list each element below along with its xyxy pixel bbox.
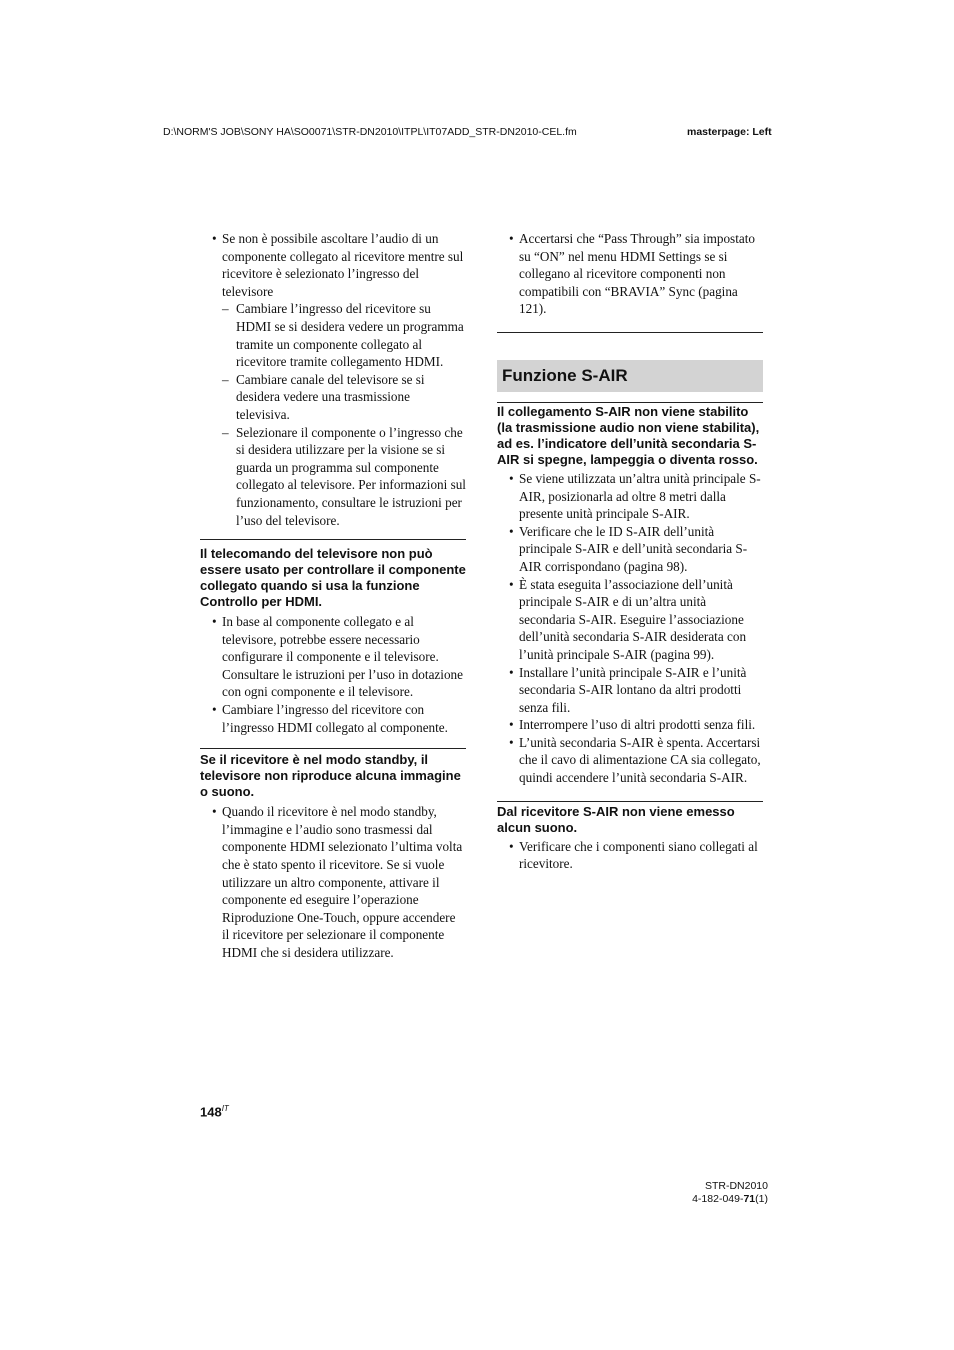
right-bullet-list-1 bbox=[497, 470, 763, 787]
part-code-suffix: (1) bbox=[755, 1193, 768, 1205]
list-item: • In base al componente collegato e al televisore, potrebbe essere necessario configurare il componente e il televisore. Consultare le istruzioni per l’uso in dotazione con ogni componente e il televisore. bbox=[200, 613, 466, 701]
list-item: • Quando il ricevitore è nel modo standby, l’immagine e l’audio sono trasmessi dal componente HDMI selezionato l’ultima volta che è stato spento il ricevitore. Se si vuole utilizzare un altro componente, attivare il componente ed eseguire l’operazione Riproduzione One-Touch, oppure accendere il ricevitore per selezionare il componente HDMI che si desidera utilizzare. bbox=[200, 803, 466, 961]
model-info bbox=[660, 1180, 768, 1206]
dash-item: – Selezionare il componente o l’ingresso che si desidera utilizzare per la visione se si guarda un programma sul componente collegato al televisore. Per informazioni sul funzionamento, consultare le istruzioni per l’uso del televisore. bbox=[222, 424, 466, 530]
list-item: • L’unità secondaria S-AIR è spenta. Accertarsi che il cavo di alimentazione CA sia collegato, quindi accendere l’unità secondaria S-AIR. bbox=[497, 734, 763, 787]
list-item: • Verificare che i componenti siano collegati al ricevitore. bbox=[497, 838, 763, 873]
part-code bbox=[660, 1193, 768, 1206]
list-item: • Interrompere l’uso di altri prodotti senza fili. bbox=[497, 716, 763, 734]
right-bullet-list-top bbox=[497, 230, 763, 318]
section-rule bbox=[497, 332, 763, 333]
right-bullet-list-2 bbox=[497, 838, 763, 873]
list-item: • Installare l’unità principale S-AIR e l’unità secondaria S-AIR lontano da altri prodotti senza fili. bbox=[497, 664, 763, 717]
list-item: • È stata eseguita l’associazione dell’unità principale S-AIR e di un’altra unità secondaria S-AIR. Eseguire l’associazione dell’unità secondaria S-AIR desiderata con l’unità principale S-AIR (pagina 99). bbox=[497, 576, 763, 664]
right-column bbox=[497, 230, 763, 873]
dash-item: – Cambiare canale del televisore se si desidera vedere una trasmissione televisiva. bbox=[222, 371, 466, 424]
section-title-s-air: Funzione S-AIR bbox=[497, 360, 763, 392]
header-file-path: D:\NORM'S JOB\SONY HA\SO0071\STR-DN2010\ITPL\IT07ADD_STR-DN2010-CEL.fm bbox=[163, 126, 577, 138]
dash-list bbox=[222, 300, 466, 529]
troubleshoot-heading-remote: Il telecomando del televisore non può essere usato per controllare il componente collegato quando si usa la funzione Controllo per HDMI. bbox=[200, 546, 466, 610]
left-column bbox=[200, 230, 466, 962]
section-rule bbox=[497, 801, 763, 802]
list-item: • Se viene utilizzata un’altra unità principale S-AIR, posizionarla ad oltre 8 metri dalla presente unità principale S-AIR. bbox=[497, 470, 763, 523]
left-bullet-list-2 bbox=[200, 613, 466, 736]
troubleshoot-heading-no-sound: Dal ricevitore S-AIR non viene emesso alcun suono. bbox=[497, 803, 735, 835]
model-name: STR-DN2010 bbox=[704, 1180, 768, 1192]
part-code-prefix: 4-182-049- bbox=[692, 1193, 744, 1205]
section-rule bbox=[200, 748, 466, 749]
left-bullet-list-3 bbox=[200, 803, 466, 961]
section-rule bbox=[497, 402, 763, 403]
page-language-suffix: IT bbox=[221, 1104, 229, 1113]
left-bullet-list-1 bbox=[200, 230, 466, 529]
list-item bbox=[200, 230, 466, 529]
troubleshoot-heading-s-air-link: Il collegamento S-AIR non viene stabilito (la trasmissione audio non viene stabilita), ad es. l’indicatore dell’unità secondaria S-AIR si spegne, lampeggia o diventa rosso. bbox=[497, 403, 760, 467]
list-item: • Cambiare l’ingresso del ricevitore con l’ingresso HDMI collegato al componente. bbox=[200, 701, 466, 736]
dash-item: – Cambiare l’ingresso del ricevitore su HDMI se si desidera vedere un programma tramite un componente collegato al ricevitore tramite collegamento HDMI. bbox=[222, 300, 466, 370]
list-item: • Accertarsi che “Pass Through” sia impostato su “ON” nel menu HDMI Settings se si collegano al ricevitore componenti non compatibili con “BRAVIA” Sync (pagina 121). bbox=[497, 230, 763, 318]
page-number bbox=[200, 1104, 229, 1119]
troubleshoot-heading-standby: Se il ricevitore è nel modo standby, il televisore non riproduce alcuna immagine o suono. bbox=[200, 752, 461, 800]
header-masterpage: masterpage: Left bbox=[687, 126, 772, 138]
part-code-bold: 71 bbox=[743, 1193, 756, 1205]
bullet-text: • Se non è possibile ascoltare l’audio di un componente collegato al ricevitore mentre sul ricevitore è selezionato l’ingresso del televisore bbox=[222, 231, 464, 299]
section-rule bbox=[200, 539, 466, 540]
list-item: • Verificare che le ID S-AIR dell’unità principale S-AIR e dell’unità secondaria S-AIR corrispondano (pagina 98). bbox=[497, 523, 763, 576]
page-number-value: 148 bbox=[200, 1104, 222, 1120]
